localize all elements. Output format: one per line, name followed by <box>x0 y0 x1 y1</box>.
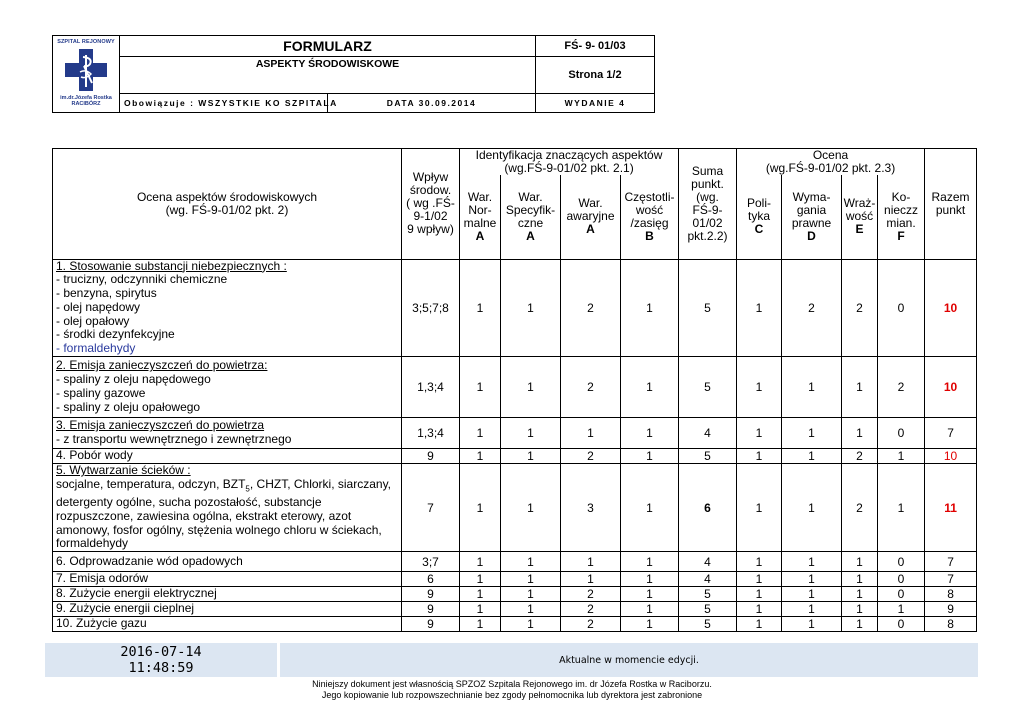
score-cell: 1 <box>460 449 501 464</box>
score-cell: 1 <box>501 418 561 449</box>
score-cell: 6 <box>402 572 460 587</box>
header-identification: Identyfikacja znaczących aspektów (wg.FŚ-9-01/02 pkt. 2.1) <box>460 149 679 176</box>
score-cell: 9 <box>402 617 460 632</box>
score-cell: 1 <box>621 357 679 418</box>
score-cell: 9 <box>402 587 460 602</box>
sum-score-cell: 5 <box>679 357 737 418</box>
score-cell: 1 <box>460 602 501 617</box>
sum-score-cell: 4 <box>679 418 737 449</box>
aspect-description: 8. Zużycie energii elektrycznej <box>53 587 402 602</box>
score-cell: 1 <box>737 259 782 357</box>
timestamp <box>45 643 277 677</box>
score-cell: 1 <box>621 572 679 587</box>
sum-score-cell: 5 <box>679 587 737 602</box>
aspect-description: 2. Emisja zanieczyszczeń do powietrza: - spaliny z oleju napędowego - spaliny gazowe - spaliny z oleju opałowego <box>53 357 402 418</box>
status-note: Aktualne w momencie edycji. <box>280 643 978 677</box>
form-title: FORMULARZ <box>120 36 536 57</box>
score-cell: 1 <box>501 259 561 357</box>
score-cell: 1 <box>621 552 679 572</box>
sum-score-cell: 5 <box>679 449 737 464</box>
score-cell: 1 <box>737 617 782 632</box>
total-score-cell: 7 <box>925 418 977 449</box>
score-cell: 1 <box>842 587 878 602</box>
score-cell: 1 <box>621 418 679 449</box>
score-cell: 1 <box>842 552 878 572</box>
form-subtitle: ASPEKTY ŚRODOWISKOWE <box>120 57 536 94</box>
score-cell: 1 <box>878 464 925 552</box>
score-cell: 1 <box>501 602 561 617</box>
score-cell: 3 <box>561 464 621 552</box>
timestamp-time: 11:48:59 <box>128 660 194 676</box>
aspect-description: 7. Emisja odorów <box>53 572 402 587</box>
score-cell: 1 <box>737 602 782 617</box>
sum-score-cell: 4 <box>679 572 737 587</box>
score-cell: 0 <box>878 572 925 587</box>
score-cell: 1 <box>737 587 782 602</box>
score-cell: 1 <box>460 464 501 552</box>
score-cell: 1 <box>621 464 679 552</box>
score-cell: 2 <box>561 617 621 632</box>
table-row <box>53 572 977 587</box>
sum-score-cell: 5 <box>679 617 737 632</box>
total-score-cell: 10 <box>925 357 977 418</box>
score-cell: 1 <box>621 449 679 464</box>
header-aspect-assessment: Ocena aspektów środowiskowych (wg. FŚ-9-01/02 pkt. 2) <box>53 149 402 260</box>
legal-notice-2: Jego kopiowanie lub rozpowszechnianie bez zgody pełnomocnika lub dyrektora jest zabronione <box>321 690 703 700</box>
logo-hospital-name: SZPITAL REJONOWY <box>57 39 115 45</box>
footer-band <box>45 643 978 677</box>
score-cell: 1 <box>501 464 561 552</box>
sub-header-a-2: War. awaryjne A <box>561 175 621 259</box>
score-cell: 3;5;7;8 <box>402 259 460 357</box>
form-date: DATA 30.09.2014 <box>328 94 536 113</box>
aspect-description: 4. Pobór wody <box>53 449 402 464</box>
page-number: Strona 1/2 <box>536 57 655 94</box>
score-cell: 0 <box>878 552 925 572</box>
score-cell: 1 <box>561 552 621 572</box>
aspect-description: 1. Stosowanie substancji niebezpiecznych : - trucizny, odczynniki chemiczne - benzyna, spirytus - olej napędowy - olej opałowy - środki dezynfekcyjne - formaldehydy <box>53 259 402 357</box>
header-impact: Wpływ środow. ( wg .FŚ- 9-1/02 9 wpływ) <box>402 149 460 260</box>
table-row <box>53 602 977 617</box>
total-score-cell: 9 <box>925 602 977 617</box>
score-cell: 2 <box>561 602 621 617</box>
header-sum: Suma punkt. (wg. FŚ-9- 01/02 pkt.2.2) <box>679 149 737 260</box>
total-score-cell: 7 <box>925 552 977 572</box>
score-cell: 1 <box>782 602 842 617</box>
sub-header-f-7: Ko- nieczz mian. F <box>878 175 925 259</box>
aspect-description: 10. Zużycie gazu <box>53 617 402 632</box>
score-cell: 1 <box>460 418 501 449</box>
score-cell: 1 <box>561 572 621 587</box>
sub-header-b-3: Częstotli- wość /zasięg B <box>621 175 679 259</box>
score-cell: 0 <box>878 587 925 602</box>
total-score-cell: 8 <box>925 617 977 632</box>
score-cell: 3;7 <box>402 552 460 572</box>
score-cell: 2 <box>782 259 842 357</box>
score-cell: 1 <box>782 418 842 449</box>
score-cell: 1 <box>621 587 679 602</box>
score-cell: 2 <box>842 259 878 357</box>
aspect-description: 5. Wytwarzanie ścieków : socjalne, temperatura, odczyn, $BZT_5$, CHZT, Chlorki, siarczany, detergenty ogólne, sucha pozostałość, substancje rozpuszczone, zawiesina ogólna, ekstrakt eterowy, azot amonowy, fosfor ogólny, stężenia wolnego chloru w ściekach, formaldehydy <box>53 464 402 552</box>
aspect-description: 6. Odprowadzanie wód opadowych <box>53 552 402 572</box>
score-cell: 1 <box>737 552 782 572</box>
score-cell: 2 <box>561 357 621 418</box>
total-score-cell: 8 <box>925 587 977 602</box>
score-cell: 1 <box>737 572 782 587</box>
score-cell: 1 <box>737 357 782 418</box>
table-row <box>53 464 977 552</box>
score-cell: 1 <box>621 259 679 357</box>
aspects-table <box>52 148 977 632</box>
table-row <box>53 357 977 418</box>
score-cell: 7 <box>402 464 460 552</box>
score-cell: 1 <box>501 617 561 632</box>
score-cell: 1 <box>737 449 782 464</box>
score-cell: 1 <box>621 602 679 617</box>
form-header <box>52 35 655 113</box>
score-cell: 1 <box>782 464 842 552</box>
table-row <box>53 418 977 449</box>
score-cell: 1,3;4 <box>402 418 460 449</box>
score-cell: 1 <box>878 602 925 617</box>
score-cell: 0 <box>878 418 925 449</box>
table-row <box>53 617 977 632</box>
score-cell: 2 <box>842 449 878 464</box>
score-cell: 1 <box>782 449 842 464</box>
sub-header-c-4: Poli- tyka C <box>737 175 782 259</box>
score-cell: 1 <box>737 464 782 552</box>
score-cell: 1 <box>842 617 878 632</box>
score-cell: 1 <box>501 449 561 464</box>
score-cell: 1 <box>460 572 501 587</box>
score-cell: 1 <box>782 587 842 602</box>
hospital-logo <box>53 36 120 113</box>
sum-score-cell: 6 <box>679 464 737 552</box>
timestamp-date: 2016-07-14 <box>120 644 202 660</box>
score-cell: 1 <box>842 357 878 418</box>
score-cell: 1 <box>501 357 561 418</box>
score-cell: 1 <box>782 357 842 418</box>
table-row <box>53 552 977 572</box>
sub-header-a-1: War. Specyfik- czne A <box>501 175 561 259</box>
score-cell: 1 <box>460 552 501 572</box>
header-total: Razem punkt <box>925 149 977 260</box>
score-cell: 1 <box>460 259 501 357</box>
score-cell: 2 <box>561 587 621 602</box>
score-cell: 2 <box>878 357 925 418</box>
form-code: FŚ- 9- 01/03 <box>536 36 655 57</box>
score-cell: 1 <box>460 617 501 632</box>
score-cell: 1 <box>501 587 561 602</box>
score-cell: 1 <box>501 572 561 587</box>
sub-header-d-5: Wyma- gania prawne D <box>782 175 842 259</box>
sum-score-cell: 4 <box>679 552 737 572</box>
sum-score-cell: 5 <box>679 259 737 357</box>
form-edition: WYDANIE 4 <box>536 94 655 113</box>
score-cell: 9 <box>402 449 460 464</box>
score-cell: 1 <box>501 552 561 572</box>
table-row <box>53 587 977 602</box>
sum-score-cell: 5 <box>679 602 737 617</box>
score-cell: 1 <box>782 617 842 632</box>
score-cell: 0 <box>878 259 925 357</box>
aspect-description: 9. Zużycie energii cieplnej <box>53 602 402 617</box>
score-cell: 1 <box>782 552 842 572</box>
caduceus-cross-icon <box>63 47 109 93</box>
table-row <box>53 259 977 357</box>
logo-patron: im.dr.Józefa Rostka <box>60 95 112 101</box>
score-cell: 1 <box>878 449 925 464</box>
sub-header-e-6: Wraż- wość E <box>842 175 878 259</box>
applies-to: Obowiązuje : WSZYSTKIE KO SZPITALA <box>120 94 328 113</box>
total-score-cell: 11 <box>925 464 977 552</box>
score-cell: 1,3;4 <box>402 357 460 418</box>
total-score-cell: 10 <box>925 449 977 464</box>
score-cell: 1 <box>842 572 878 587</box>
total-score-cell: 7 <box>925 572 977 587</box>
logo-city: RACIBÓRZ <box>71 101 101 107</box>
legal-notice-1: Niniejszy dokument jest własnością SPZOZ Szpitala Rejonowego im. dr Józefa Rostka w Raciborzu. <box>312 679 712 689</box>
score-cell: 9 <box>402 602 460 617</box>
score-cell: 2 <box>561 449 621 464</box>
score-cell: 1 <box>842 418 878 449</box>
sub-header-a-0: War. Nor- malne A <box>460 175 501 259</box>
total-score-cell: 10 <box>925 259 977 357</box>
score-cell: 1 <box>460 357 501 418</box>
score-cell: 2 <box>842 464 878 552</box>
score-cell: 1 <box>782 572 842 587</box>
score-cell: 1 <box>621 617 679 632</box>
aspect-description: 3. Emisja zanieczyszczeń do powietrza - z transportu wewnętrznego i zewnętrznego <box>53 418 402 449</box>
score-cell: 2 <box>561 259 621 357</box>
score-cell: 1 <box>737 418 782 449</box>
table-row <box>53 449 977 464</box>
score-cell: 1 <box>561 418 621 449</box>
score-cell: 0 <box>878 617 925 632</box>
score-cell: 1 <box>460 587 501 602</box>
score-cell: 1 <box>842 602 878 617</box>
header-evaluation: Ocena (wg.FŚ-9-01/02 pkt. 2.3) <box>737 149 925 176</box>
